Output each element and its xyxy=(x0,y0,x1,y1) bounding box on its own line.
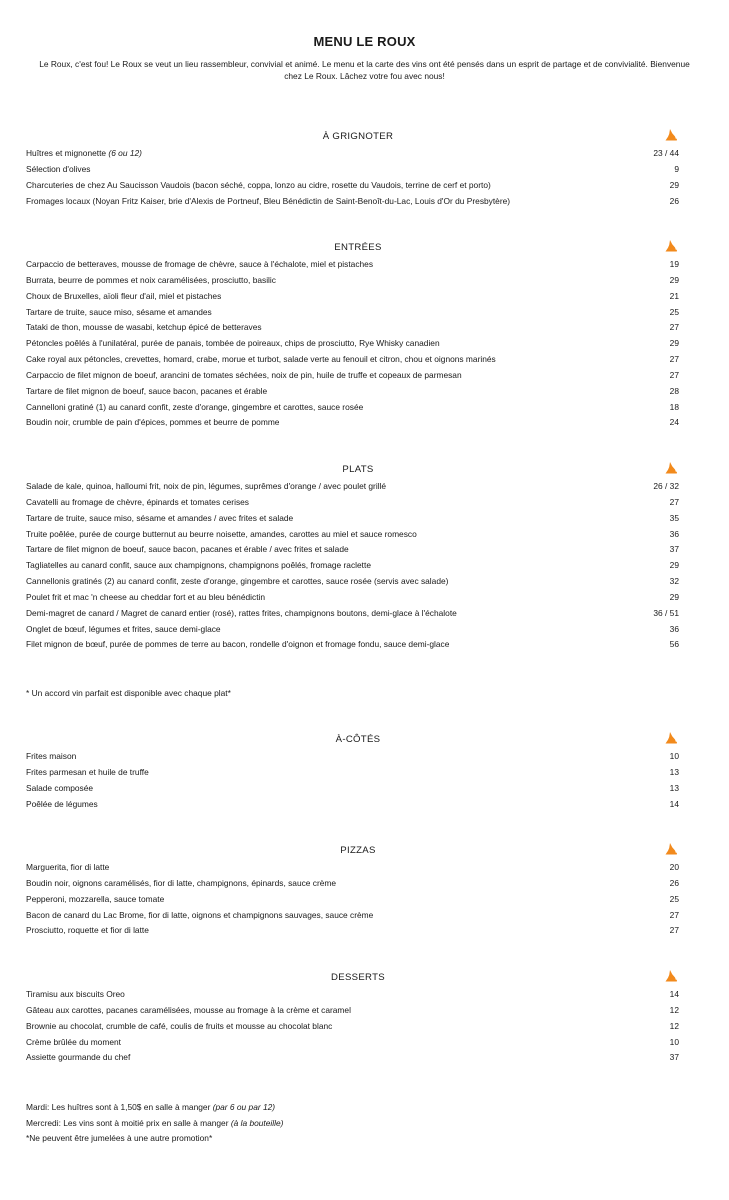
section-title: PIZZAS xyxy=(340,845,376,856)
menu-item xyxy=(26,1051,690,1067)
menu-item-price: 29 xyxy=(669,591,679,602)
menu-item-price: 27 xyxy=(669,496,679,507)
menu-item-name xyxy=(26,290,619,302)
menu-item-label: Gâteau aux carottes, pacanes caramélisées, mousse au fromage à la crème et caramel xyxy=(26,1004,351,1015)
promo-disclaimer: *Ne peuvent être jumelées à une autre promotion* xyxy=(26,1133,213,1143)
menu-item xyxy=(26,179,690,195)
menu-item-price: 35 xyxy=(669,512,679,523)
menu-item-label: Bacon de canard du Lac Brome, fior di latte, oignons et champignons sauvages, sauce crème xyxy=(26,909,374,920)
menu-item-label: Cannelloni gratiné (1) au canard confit, zeste d'orange, gingembre et carottes, sauce rosée xyxy=(26,401,364,412)
menu-item-name xyxy=(26,607,619,619)
menu-section xyxy=(26,845,690,940)
menu-item-name xyxy=(26,416,619,428)
menu-item-price: 12 xyxy=(669,1020,679,1031)
menu-item xyxy=(26,337,690,353)
menu-item-label: Prosciutto, roquette et fior di latte xyxy=(26,925,149,936)
menu-item-label: Frites maison xyxy=(26,751,77,761)
section-title: DESSERTS xyxy=(331,972,385,983)
menu-item-name xyxy=(26,782,619,794)
fox-icon xyxy=(664,731,678,745)
menu-item-price: 12 xyxy=(669,1004,679,1015)
menu-item-price: 27 xyxy=(669,322,679,333)
menu-item-label: Carpaccio de betteraves, mousse de fromage de chèvre, sauce à l'échalote, miel et pistaches xyxy=(26,259,374,269)
menu-item-price: 10 xyxy=(669,751,679,761)
menu-item-name xyxy=(26,147,619,159)
promo-tuesday xyxy=(26,1100,283,1116)
menu-item-label: Burrata, beurre de pommes et noix caramélisées, prosciutto, basilic xyxy=(26,274,276,285)
menu-item-label: Pepperoni, mozzarella, sauce tomate xyxy=(26,893,165,904)
menu-item-price: 36 xyxy=(669,623,679,634)
fox-icon xyxy=(664,969,678,983)
menu-item-name xyxy=(26,909,619,921)
menu-item-price: 13 xyxy=(669,766,679,777)
menu-item xyxy=(26,591,690,607)
menu-item-name xyxy=(26,543,619,555)
menu-item-name xyxy=(26,1051,619,1063)
menu-item-price: 29 xyxy=(669,338,679,349)
section-title: À-CÔTÉS xyxy=(335,734,381,745)
menu-item xyxy=(26,480,690,496)
menu-item-label: Tagliatelles au canard confit, sauce aux champignons, champignons poêlés, fromage raclette xyxy=(26,560,371,571)
menu-item xyxy=(26,559,690,575)
menu-item xyxy=(26,924,690,940)
promo-wednesday-note: (à la bouteille) xyxy=(230,1117,284,1128)
menu-item-name xyxy=(26,861,619,873)
menu-item-name xyxy=(26,179,619,191)
menu-item-label: Poulet frit et mac 'n cheese au cheddar fort et au bleu bénédictin xyxy=(26,591,266,602)
menu-item-price: 18 xyxy=(669,401,679,412)
menu-item-price: 9 xyxy=(674,163,679,174)
menu-item-price: 29 xyxy=(669,560,679,571)
menu-item-price: 26 xyxy=(669,195,679,206)
menu-item-price: 27 xyxy=(669,369,679,380)
fox-icon xyxy=(664,461,678,475)
menu-item xyxy=(26,147,690,163)
section-header xyxy=(26,734,690,750)
menu-item-price: 19 xyxy=(669,259,679,269)
menu-item-label: Frites parmesan et huile de truffe xyxy=(26,766,149,777)
menu-item-label: Tiramisu aux biscuits Oreo xyxy=(26,989,125,999)
menu-item-name xyxy=(26,528,619,540)
menu-item-label: Carpaccio de filet mignon de boeuf, arancini de tomates séchées, noix de pin, huile de truffe et copeaux de parmesan xyxy=(26,369,462,380)
menu-item-name xyxy=(26,559,619,571)
menu-item xyxy=(26,638,690,654)
section-header xyxy=(26,242,690,258)
menu-item-price: 24 xyxy=(669,417,679,428)
menu-item-price: 36 / 51 xyxy=(653,607,679,618)
menu-item xyxy=(26,163,690,179)
menu-item-price: 10 xyxy=(669,1036,679,1047)
menu-item-name xyxy=(26,924,619,936)
menu-item-label: Marguerita, fior di latte xyxy=(26,862,110,872)
menu-item xyxy=(26,306,690,322)
menu-item xyxy=(26,512,690,528)
menu-item-label: Choux de Bruxelles, aïoli fleur d'ail, miel et pistaches xyxy=(26,290,222,301)
menu-item xyxy=(26,750,690,766)
menu-item-name xyxy=(26,798,619,810)
section-title: À GRIGNOTER xyxy=(322,131,394,142)
menu-item-price: 14 xyxy=(669,989,679,999)
menu-item xyxy=(26,496,690,512)
menu-item xyxy=(26,909,690,925)
menu-item-label: Tartare de filet mignon de boeuf, sauce bacon, pacanes et érable xyxy=(26,385,268,396)
menu-item-price: 20 xyxy=(669,862,679,872)
menu-item-price: 26 / 32 xyxy=(653,481,679,491)
menu-item-price: 36 xyxy=(669,528,679,539)
menu-item-price: 25 xyxy=(669,893,679,904)
menu-item xyxy=(26,274,690,290)
menu-item-label: Tartare de truite, sauce miso, sésame et amandes / avec frites et salade xyxy=(26,512,294,523)
wine-pairing-note: * Un accord vin parfait est disponible avec chaque plat* xyxy=(26,688,231,698)
menu-item-price: 28 xyxy=(669,385,679,396)
menu-item-note: (6 ou 12) xyxy=(108,148,142,158)
section-header xyxy=(26,131,690,147)
fox-icon xyxy=(664,128,678,142)
menu-item xyxy=(26,893,690,909)
page-title: MENU LE ROUX xyxy=(313,34,416,49)
menu-section xyxy=(26,242,690,432)
menu-item xyxy=(26,607,690,623)
menu-item-label: Cannellonis gratinés (2) au canard confit, zeste d'orange, gingembre et carottes, sauce rosée (servis avec salade) xyxy=(26,576,449,587)
menu-item-name xyxy=(26,258,619,270)
menu-item-label: Truite poêlée, purée de courge butternut au beurre noisette, amandes, carottes au miel et sauce romesco xyxy=(26,528,417,539)
menu-item xyxy=(26,401,690,417)
menu-item-name xyxy=(26,496,619,508)
menu-item-label: Huîtres et mignonette xyxy=(26,148,107,158)
menu-item-price: 27 xyxy=(669,354,679,365)
menu-item-label: Charcuteries de chez Au Saucisson Vaudois (bacon séché, coppa, lonzo au cidre, rosette du Vaudois, terrine de cerf et porto) xyxy=(26,179,491,190)
menu-item-name xyxy=(26,1004,619,1016)
section-header xyxy=(26,972,690,988)
menu-item-name xyxy=(26,353,619,365)
menu-item-price: 27 xyxy=(669,909,679,920)
menu-item xyxy=(26,353,690,369)
menu-item-label: Filet mignon de bœuf, purée de pommes de terre au bacon, rondelle d'oignon et fromage fondu, sauce demi-glace xyxy=(26,639,450,650)
menu-item-name xyxy=(26,766,619,778)
promo-wednesday xyxy=(26,1116,283,1132)
menu-item-name xyxy=(26,321,619,333)
menu-item xyxy=(26,1036,690,1052)
menu-item-label: Cavatelli au fromage de chèvre, épinards et tomates cerises xyxy=(26,496,249,507)
menu-item-price: 26 xyxy=(669,877,679,888)
menu-item-label: Poêlée de légumes xyxy=(26,798,98,809)
menu-section xyxy=(26,972,690,1067)
menu-item-label: Salade composée xyxy=(26,782,94,793)
menu-item-name xyxy=(26,988,619,1000)
menu-item xyxy=(26,385,690,401)
menu-item-name xyxy=(26,480,619,492)
menu-item-name xyxy=(26,1036,619,1048)
section-header xyxy=(26,464,690,480)
menu-item-label: Tataki de thon, mousse de wasabi, ketchup épicé de betteraves xyxy=(26,322,262,333)
menu-item xyxy=(26,258,690,274)
menu-item-name xyxy=(26,591,619,603)
section-title: PLATS xyxy=(342,464,374,475)
menu-item-name xyxy=(26,623,619,635)
menu-item-name xyxy=(26,274,619,286)
menu-item-price: 37 xyxy=(669,1052,679,1063)
menu-item xyxy=(26,528,690,544)
menu-item xyxy=(26,861,690,877)
menu-item xyxy=(26,1004,690,1020)
menu-item-label: Brownie au chocolat, crumble de café, coulis de fruits et mousse au chocolat blanc xyxy=(26,1020,333,1031)
menu-item-label: Onglet de bœuf, légumes et frites, sauce demi-glace xyxy=(26,623,221,634)
menu-item xyxy=(26,321,690,337)
menu-item xyxy=(26,290,690,306)
menu-item-label: Pétoncles poêlés à l'unilatéral, purée de panais, tombée de poireaux, chips de prosciutto, Rye Whisky canadien xyxy=(26,338,440,349)
menu-item-label: Demi-magret de canard / Magret de canard entier (rosé), rattes frites, champignons boutons, demi-glace à l'échalote xyxy=(26,607,457,618)
menu-item-name xyxy=(26,163,619,175)
menu-item xyxy=(26,543,690,559)
menu-item-name xyxy=(26,337,619,349)
menu-item-name xyxy=(26,369,619,381)
menu-item-price: 21 xyxy=(669,290,679,301)
promotions xyxy=(26,1100,283,1147)
menu-item xyxy=(26,782,690,798)
menu-item-label: Sélection d'olives xyxy=(26,163,91,174)
menu-item-name xyxy=(26,750,619,762)
menu-item-label: Boudin noir, oignons caramélisés, fior di latte, champignons, épinards, sauce crème xyxy=(26,877,337,888)
menu-item xyxy=(26,416,690,432)
menu-item-name xyxy=(26,893,619,905)
menu-item-name xyxy=(26,195,619,207)
menu-item xyxy=(26,766,690,782)
menu-item-price: 27 xyxy=(669,925,679,936)
menu-item xyxy=(26,1020,690,1036)
menu-item-name xyxy=(26,385,619,397)
menu-item-label: Tartare de truite, sauce miso, sésame et amandes xyxy=(26,306,212,317)
menu-item-label: Cake royal aux pétoncles, crevettes, homard, crabe, morue et turbot, salade verte au fenouil et citron, chou et oignons marinés xyxy=(26,354,496,365)
menu-item-price: 23 / 44 xyxy=(653,148,679,158)
menu-item xyxy=(26,623,690,639)
section-header xyxy=(26,845,690,861)
promo-tuesday-text: Mardi: Les huîtres sont à 1,50$ en salle à manger xyxy=(26,1102,211,1112)
menu-item-label: Tartare de filet mignon de boeuf, sauce bacon, pacanes et érable / avec frites et salade xyxy=(26,544,349,555)
menu-item-label: Boudin noir, crumble de pain d'épices, pommes et beurre de pomme xyxy=(26,417,280,428)
menu-item-price: 25 xyxy=(669,306,679,317)
menu-item-name xyxy=(26,401,619,413)
menu-item-price: 37 xyxy=(669,544,679,555)
menu-item-price: 29 xyxy=(669,274,679,285)
menu-section xyxy=(26,734,690,813)
fox-icon xyxy=(664,842,678,856)
menu-item-name xyxy=(26,512,619,524)
menu-item xyxy=(26,575,690,591)
menu-item xyxy=(26,798,690,814)
menu-item-price: 32 xyxy=(669,576,679,587)
menu-section xyxy=(26,464,690,654)
menu-item-price: 29 xyxy=(669,179,679,190)
menu-item-label: Assiette gourmande du chef xyxy=(26,1052,131,1063)
intro-text: Le Roux, c'est fou! Le Roux se veut un lieu rassembleur, convivial et animé. Le menu et la carte des vins ont été pensés dans un esprit de partage et de convivialité. Bienvenue chez Le Roux. Lâchez votre fou avec nous! xyxy=(39,59,690,81)
menu-item-price: 14 xyxy=(669,798,679,809)
menu-item-price: 13 xyxy=(669,782,679,793)
menu-item-name xyxy=(26,306,619,318)
menu-section xyxy=(26,131,690,210)
menu-item xyxy=(26,988,690,1004)
promo-tuesday-note: (par 6 ou par 12) xyxy=(212,1102,276,1112)
menu-item-label: Fromages locaux (Noyan Fritz Kaiser, brie d'Alexis de Portneuf, Bleu Bénédictin de Saint-Benoît-du-Lac, Louis d'Or du Presbytère) xyxy=(26,195,511,206)
menu-item-price: 56 xyxy=(669,639,679,650)
menu-item-name xyxy=(26,638,619,650)
section-title: ENTRÉES xyxy=(334,242,382,253)
menu-item xyxy=(26,195,690,211)
menu-item xyxy=(26,877,690,893)
menu-item-name xyxy=(26,1020,619,1032)
menu-item xyxy=(26,369,690,385)
menu-item-name xyxy=(26,877,619,889)
menu-item-label: Salade de kale, quinoa, halloumi frit, noix de pin, légumes, suprêmes d'orange / avec poulet grillé xyxy=(26,481,387,491)
promo-wednesday-text: Mercredi: Les vins sont à moitié prix en salle à manger xyxy=(26,1117,229,1128)
menu-item-name xyxy=(26,575,619,587)
fox-icon xyxy=(664,239,678,253)
menu-item-label: Crème brûlée du moment xyxy=(26,1036,121,1047)
